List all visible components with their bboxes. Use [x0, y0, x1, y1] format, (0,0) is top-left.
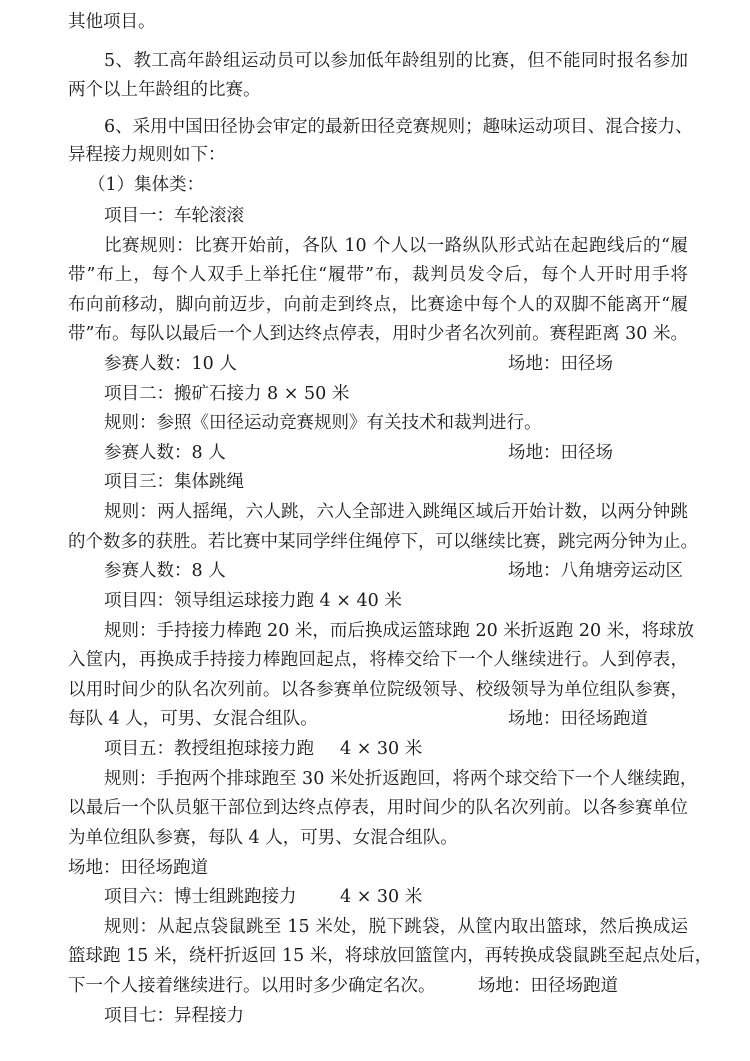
venue-label: 场地：田径场 — [508, 443, 613, 463]
section-heading: （1）集体类： — [88, 175, 205, 195]
text-line: 比赛规则：比赛开始前，各队 10 个人以一路纵队形式站在起跑线后的“履 — [104, 236, 688, 256]
venue-label: 场地：田径场跑道 — [68, 858, 208, 878]
venue-label: 场地：田径场 — [508, 354, 613, 374]
venue-label: 场地：田径场跑道 — [478, 976, 618, 996]
item-heading: 项目三：集体跳绳 — [104, 472, 244, 492]
text-line: 规则：从起点袋鼠跳至 15 米处，脱下跳袋，从筐内取出篮球，然后换成运 — [104, 917, 688, 937]
text-line: 的个数多的获胜。若比赛中某同学绊住绳停下，可以继续比赛，跳完两分钟为止。 — [68, 532, 698, 552]
text-line: 规则：参照《田径运动竞赛规则》有关技术和裁判进行。 — [104, 413, 542, 433]
info-line — [104, 441, 613, 465]
text-line: 以最后一个队员躯干部位到达终点停表，用时间少的队名次列前。以各参赛单位 — [68, 798, 688, 818]
item-heading — [104, 737, 423, 761]
info-line — [68, 974, 618, 998]
item-heading: 项目七：异程接力 — [104, 1006, 244, 1026]
item-heading: 项目二：搬矿石接力 8 × 50 米 — [104, 384, 350, 404]
item-heading — [104, 885, 423, 909]
text-line: 规则：两人摇绳，六人跳，六人全部进入跳绳区域后开始计数，以两分钟跳 — [104, 502, 688, 522]
venue-label: 场地：八角塘旁运动区 — [508, 561, 683, 581]
venue-label: 场地：田径场跑道 — [508, 709, 648, 729]
item-title: 项目六：博士组跳跑接力 — [104, 887, 297, 907]
info-line — [104, 352, 613, 376]
item-heading: 项目一：车轮滚滚 — [104, 206, 244, 226]
text-line: 其他项目。 — [68, 12, 156, 32]
text-line: 带”布。每队以最后一个人到达终点停表，用时少者名次列前。赛程距离 30 米。 — [68, 324, 688, 344]
text-line: 两个以上年龄组的比赛。 — [68, 80, 261, 100]
participants-label: 参赛人数：8 人 — [104, 443, 226, 463]
text-line: 6、采用中国田径协会审定的最新田径竞赛规则；趣味运动项目、混合接力、 — [104, 117, 693, 137]
text-line: 入筐内，再换成手持接力棒跑回起点，将棒交给下一个人继续进行。人到停表， — [68, 650, 688, 670]
item-distance: 4 × 30 米 — [340, 739, 423, 759]
text-line: 规则：手持接力棒跑 20 米，而后换成运篮球跑 20 米折返跑 20 米，将球放 — [104, 621, 695, 641]
participants-label: 参赛人数：10 人 — [104, 354, 237, 374]
text-line: 每队 4 人，可男、女混合组队。 — [68, 709, 318, 729]
text-line: 规则：手抱两个排球跑至 30 米处折返跑回，将两个球交给下一个人继续跑， — [104, 769, 698, 789]
text-line: 异程接力规则如下： — [68, 145, 226, 165]
text-line: 下一个人接着继续进行。以用时多少确定名次。 — [68, 976, 436, 996]
text-line: 布向前移动，脚向前迈步，向前走到终点，比赛途中每个人的双脚不能离开“履 — [68, 295, 688, 315]
text-line: 5、教工高年龄组运动员可以参加低年龄组别的比赛，但不能同时报名参加 — [104, 51, 688, 71]
text-line: 为单位组队参赛，每队 4 人，可男、女混合组队。 — [68, 828, 458, 848]
participants-label: 参赛人数：8 人 — [104, 561, 226, 581]
item-title: 项目五：教授组抱球接力跑 — [104, 739, 314, 759]
info-line — [68, 707, 648, 731]
item-distance: 4 × 30 米 — [340, 887, 423, 907]
info-line — [104, 559, 683, 583]
text-line: 带”布上，每个人双手上举托住“履带”布，裁判员发令后，每个人开时用手将 — [68, 265, 688, 285]
text-line: 以用时间少的队名次列前。以各参赛单位院级领导、校级领导为单位组队参赛， — [68, 680, 688, 700]
item-heading: 项目四：领导组运球接力跑 4 × 40 米 — [104, 591, 402, 611]
text-line: 篮球跑 15 米，绕杆折返回 15 米，将球放回篮筐内，再转换成袋鼠跳至起点处后， — [68, 946, 713, 966]
